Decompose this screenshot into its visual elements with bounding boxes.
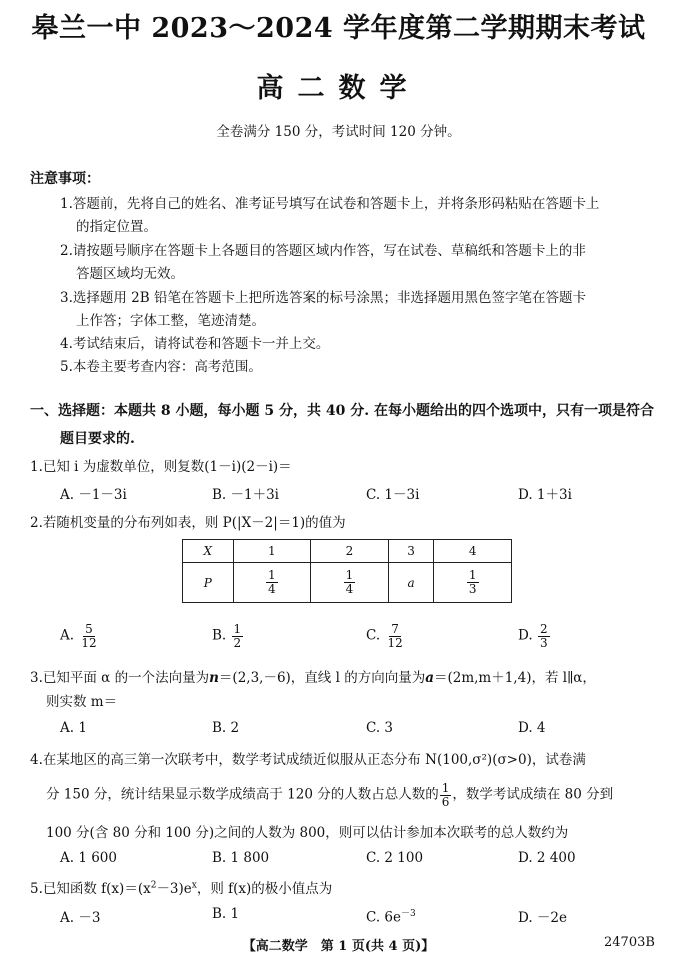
- note-line: 5.本卷主要考查内容：高考范围。: [60, 359, 262, 375]
- distribution-table: [182, 539, 512, 603]
- question-1-stem: 1.已知 i 为虚数单位，则复数(1－i)(2－i)＝: [30, 459, 292, 475]
- question-4-stem: 4.在某地区的高三第一次联考中，数学考试成绩近似服从正态分布 N(100,σ²)(σ>0)，试卷满: [30, 752, 586, 768]
- q4-option-b: B. 1 800: [212, 850, 270, 866]
- table-x-value: 3: [388, 540, 434, 563]
- question-2-stem: 2.若随机变量的分布列如表，则 P(|X－2|＝1)的值为: [30, 515, 346, 531]
- notes-heading: 注意事项：: [30, 171, 100, 187]
- q5-option-d: D. －2e: [518, 910, 568, 926]
- note-line: 2.请按题号顺序在答题卡上各题目的答题区域内作答，写在试卷、草稿纸和答题卡上的非: [60, 243, 586, 259]
- note-line: 4.考试结束后，请将试卷和答题卡一并上交。: [60, 336, 330, 352]
- table-x-value: 2: [311, 540, 389, 563]
- q4-option-d: D. 2 400: [518, 850, 576, 866]
- note-line: 的指定位置。: [76, 219, 157, 235]
- q1-option-d: D. 1＋3i: [518, 487, 572, 503]
- page-footer: 【高二数学 第 1 页(共 4 页)】: [242, 939, 435, 954]
- q1-option-a: A. －1－3i: [60, 487, 127, 503]
- note-line: 3.选择题用 2B 铅笔在答题卡上把所选答案的标号涂黑；非选择题用黑色签字笔在答题卡: [60, 290, 586, 306]
- q2-option-c: C. $\frac{7}{12}$: [366, 622, 403, 650]
- q5-option-b: B. 1: [212, 906, 240, 922]
- q1-option-c: C. 1－3i: [366, 487, 420, 503]
- table-x-value: 1: [233, 540, 311, 563]
- table-x-value: 4: [434, 540, 512, 563]
- question-3-stem-cont: 则实数 m＝: [46, 694, 118, 710]
- note-line: 1.答题前，先将自己的姓名、准考证号填写在试卷和答题卡上，并将条形码粘贴在答题卡上: [60, 196, 600, 212]
- table-p-value: a: [388, 563, 434, 603]
- question-5-stem: 5.已知函数 $f(x)=(x^2-3)e^x$，则 f(x)的极小值点为: [30, 880, 333, 897]
- table-p-value: $\frac{1}{4}$: [233, 563, 311, 603]
- exam-meta: 全卷满分 150 分，考试时间 120 分钟。: [216, 124, 461, 140]
- note-line: 答题区域均无效。: [76, 266, 184, 282]
- q3-option-a: A. 1: [60, 720, 87, 736]
- q5-option-a: A. －3: [60, 910, 101, 926]
- q2-option-d: D. $\frac{2}{3}$: [518, 622, 548, 650]
- paper-code: 24703B: [604, 935, 655, 950]
- q2-option-b: B. $\frac{1}{2}$: [212, 622, 242, 650]
- table-p-value: $\frac{1}{4}$: [311, 563, 389, 603]
- q3-option-d: D. 4: [518, 720, 546, 736]
- q1-option-b: B. －1＋3i: [212, 487, 279, 503]
- question-4-stem-cont: 分 150 分，统计结果显示数学成绩高于 120 分的人数占总人数的 $\frac{1}{6}$ ，数学考试成绩在 80 分到: [46, 781, 614, 809]
- q4-option-a: A. 1 600: [60, 850, 117, 866]
- q3-option-c: C. 3: [366, 720, 394, 736]
- q2-option-a: A. $\frac{5}{12}$: [60, 622, 97, 650]
- table-p-value: $\frac{1}{3}$: [434, 563, 512, 603]
- exam-title: 皋兰一中 2023～2024 学年度第二学期期末考试: [31, 13, 646, 44]
- question-3-stem: 3.已知平面 α 的一个法向量为n＝(2,3,－6)，直线 l 的方向向量为a＝(2m,m＋1,4)，若 l∥α，: [30, 670, 596, 686]
- note-line: 上作答；字体工整，笔迹清楚。: [76, 313, 265, 329]
- section-heading-cont: 题目要求的.: [60, 431, 135, 447]
- table-x-label: X: [183, 540, 234, 563]
- subject-title: 高二数学: [256, 73, 421, 104]
- q5-option-c: C. $6e^{-3}$: [366, 909, 416, 926]
- question-4-stem-cont2: 100 分(含 80 分和 100 分)之间的人数为 800，则可以估计参加本次联考的总人数约为: [46, 825, 569, 841]
- q4-option-c: C. 2 100: [366, 850, 424, 866]
- table-p-label: P: [183, 563, 234, 603]
- q3-option-b: B. 2: [212, 720, 240, 736]
- section-heading: 一、选择题：本题共 8 小题，每小题 5 分，共 40 分. 在每小题给出的四个选项中，只有一项是符合: [30, 403, 654, 419]
